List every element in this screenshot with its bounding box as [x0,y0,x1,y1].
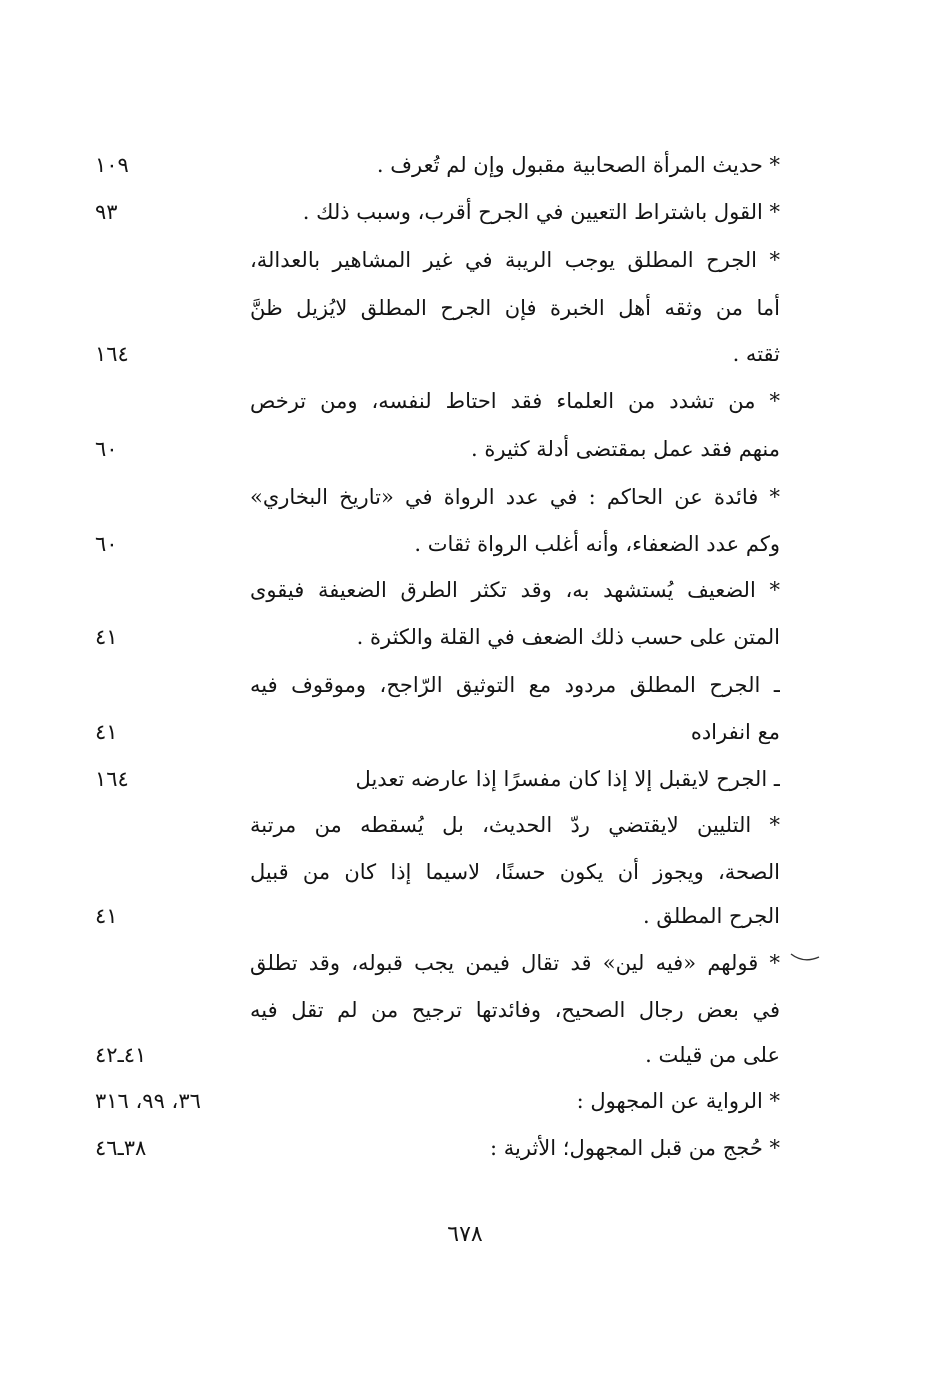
page-reference: ٤١ [95,720,118,744]
entry-line: * الجرح المطلق يوجب الريبة في غير المشاهير بالعدالة، [250,248,780,272]
page-reference: ٤١ـ٤٢ [95,1043,147,1067]
page-reference: ٦٠ [95,437,118,461]
entry-line: المتن على حسب ذلك الضعف في القلة والكثرة . [356,625,780,649]
page-reference: ١٠٩ [95,153,129,177]
entry-line: * فائدة عن الحاكم : في عدد الرواة في «تاريخ البخاري» [250,485,780,509]
margin-mark [790,951,820,965]
page-reference: ٤١ [95,904,118,928]
entry-line: ـ الجرح المطلق مردود مع التوثيق الرّاجح، وموقوف فيه [250,673,780,697]
entry-line: * القول باشتراط التعيين في الجرح أقرب، وسبب ذلك . [302,200,780,224]
entry-line: ـ الجرح لايقبل إلا إذا كان مفسرًا إذا عارضه تعديل [355,767,780,791]
page-reference: ١٦٤ [95,342,129,366]
entry-line: * من تشدد من العلماء فقد احتاط لنفسه، ومن ترخص [250,389,780,413]
page-reference: ٤١ [95,625,118,649]
entry-line: * الضعيف يُستشهد به، وقد تكثر الطرق الضعيفة فيقوى [250,578,780,602]
page-number: ٦٧٨ [447,1222,483,1247]
entry-line: * حديث المرأة الصحابية مقبول وإن لم تُعرف . [376,153,780,177]
entry-line: أما من وثقه أهل الخبرة فإن الجرح المطلق لايُزيل ظنَّ [250,296,780,320]
page-reference: ٩٣ [95,200,118,224]
entry-line: مع انفراده [690,720,780,744]
entry-line: * الرواية عن المجهول : [576,1089,780,1113]
entry-line: * التليين لايقتضي ردّ الحديث، بل يُسقطه من مرتبة [250,813,780,837]
entry-line: الجرح المطلق . [642,904,780,928]
entry-line: منهم فقد عمل بمقتضى أدلة كثيرة . [471,437,780,461]
page-reference: ٣٦، ٩٩، ٣١٦ [95,1089,201,1113]
entry-line: * حُجج من قبل المجهول؛ الأثرية : [490,1136,780,1160]
entry-line: في بعض رجال الصحيح، وفائدتها ترجيح من لم تقل فيه [250,998,780,1022]
entry-line: على من قيلت . [645,1043,780,1067]
page-reference: ٣٨ـ٤٦ [95,1136,147,1160]
entry-line: * قولهم «فيه لين» قد تقال فيمن يجب قبوله، وقد تطلق [250,951,780,975]
page-reference: ١٦٤ [95,767,129,791]
entry-line: ثقته . [732,342,780,366]
entry-line: وكم عدد الضعفاء، وأنه أغلب الرواة ثقات . [414,532,780,556]
page-reference: ٦٠ [95,532,118,556]
entry-line: الصحة، ويجوز أن يكون حسنًا، لاسيما إذا كان من قبيل [250,860,780,884]
